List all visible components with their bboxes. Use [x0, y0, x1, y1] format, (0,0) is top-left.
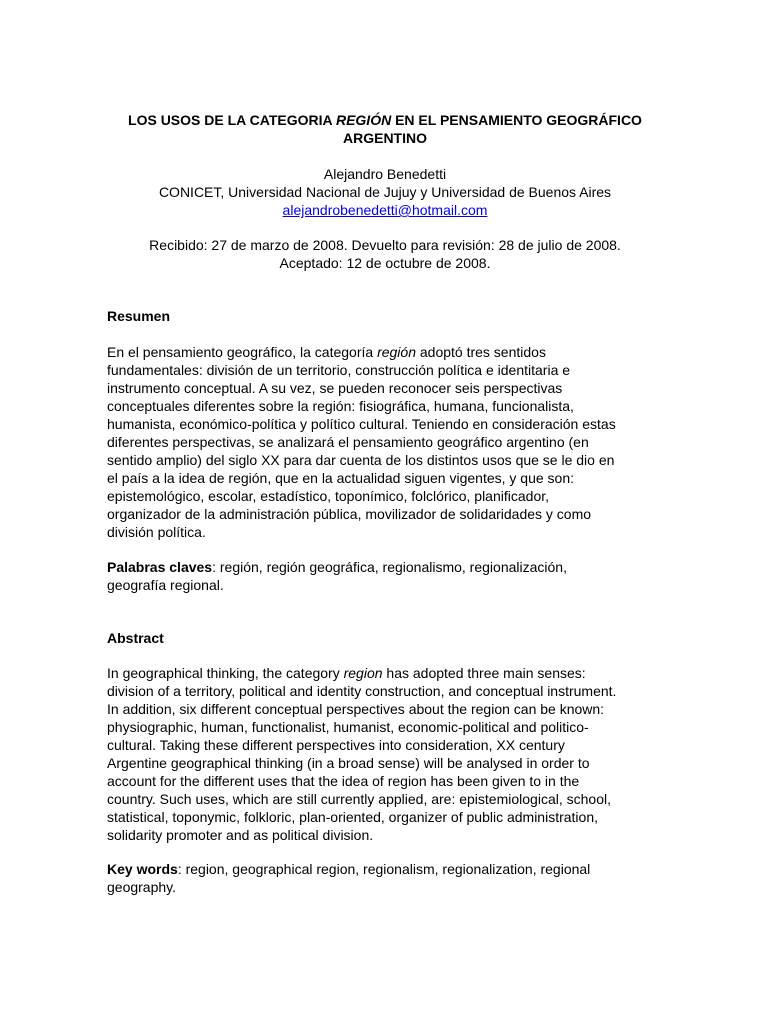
keywords-text: : region, geographical region, regionalism, regionalization, regional [177, 861, 591, 877]
abstract-line: account for the different uses that the idea of region has been given to in the [107, 773, 580, 789]
author-email-link[interactable]: alejandrobenedetti@hotmail.com [282, 202, 488, 218]
abstract-text: has adopted three main senses: [382, 665, 586, 681]
resumen-line: fundamentales: división de un territorio, construcción política e identitaria e [107, 362, 571, 378]
resumen-line: conceptuales diferentes sobre la región: fisiográfica, humana, funcionalista, [107, 398, 574, 414]
palabras-label: Palabras claves [107, 559, 213, 575]
abstract-line: cultural. Taking these different perspectives into consideration, XX century [107, 737, 565, 753]
abstract-line: country. Such uses, which are still currently applied, are: epistemiological, school, [107, 791, 611, 807]
resumen-line: humanista, económico-política y político cultural. Teniendo en consideración estas [107, 416, 616, 432]
abstract-line: physiographic, human, functionalist, humanist, economic-political and politico- [107, 719, 589, 735]
resumen-line: instrumento conceptual. A su vez, se pueden reconocer seis perspectivas [107, 380, 563, 396]
abstract-line: In addition, six different conceptual perspectives about the region can be known: [107, 701, 605, 717]
received-date: Recibido: 27 de marzo de 2008. Devuelto para revisión: 28 de julio de 2008. [149, 237, 621, 253]
keywords-line: geography. [107, 879, 177, 895]
abstract-italic-word: region [343, 665, 383, 681]
title-part2: EN EL PENSAMIENTO GEOGRÁFICO [391, 112, 642, 128]
palabras-text: : región, región geográfica, regionalismo, regionalización, [212, 559, 567, 575]
author-name: Alejandro Benedetti [323, 166, 447, 182]
abstract-heading: Abstract [107, 630, 164, 646]
key-words [107, 860, 662, 896]
resumen-text: En el pensamiento geográfico, la categoría [107, 344, 378, 360]
paper-title [90, 111, 680, 147]
author-affiliation: CONICET, Universidad Nacional de Jujuy y Universidad de Buenos Aires [158, 184, 612, 200]
resumen-line: epistemológico, escolar, estadístico, toponímico, folclórico, planificador, [107, 488, 550, 504]
abstract-line [107, 664, 662, 682]
title-part1: LOS USOS DE LA CATEGORIA [128, 112, 336, 128]
abstract-paragraph [107, 664, 662, 844]
resumen-text: adoptó tres sentidos [415, 344, 546, 360]
resumen-heading: Resumen [107, 308, 171, 324]
abstract-line: statistical, toponymic, folkloric, plan-oriented, organizer of public administration, [107, 809, 599, 825]
resumen-line: sentido amplio) del siglo XX para dar cuenta de los distintos usos que se le dio en [107, 452, 615, 468]
title-italic-word: REGIÓN [335, 112, 392, 128]
accepted-date: Aceptado: 12 de octubre de 2008. [279, 255, 491, 271]
keywords-label: Key words [107, 861, 178, 877]
abstract-line: solidarity promoter and as political division. [107, 827, 374, 843]
palabras-claves [107, 558, 662, 594]
resumen-line: organizador de la administración pública, movilizador de solidaridades y como [107, 506, 592, 522]
resumen-paragraph [107, 343, 662, 541]
resumen-italic-word: región [377, 344, 416, 360]
dates-block [90, 236, 680, 272]
abstract-line: Argentine geographical thinking (in a broad sense) will be analysed in order to [107, 755, 590, 771]
abstract-text: In geographical thinking, the category [107, 665, 344, 681]
resumen-line: el país a la idea de región, que en la actualidad siguen vigentes, y que son: [107, 470, 574, 486]
resumen-line [107, 343, 662, 361]
palabras-line [107, 558, 662, 576]
title-line2: ARGENTINO [343, 130, 427, 146]
keywords-line [107, 860, 662, 878]
resumen-line: diferentes perspectivas, se analizará el pensamiento geográfico argentino (en [107, 434, 589, 450]
palabras-line: geografía regional. [107, 577, 224, 593]
abstract-line: division of a territory, political and identity construction, and conceptual instrument. [107, 683, 617, 699]
resumen-line: división política. [107, 524, 206, 540]
author-block [90, 165, 680, 219]
